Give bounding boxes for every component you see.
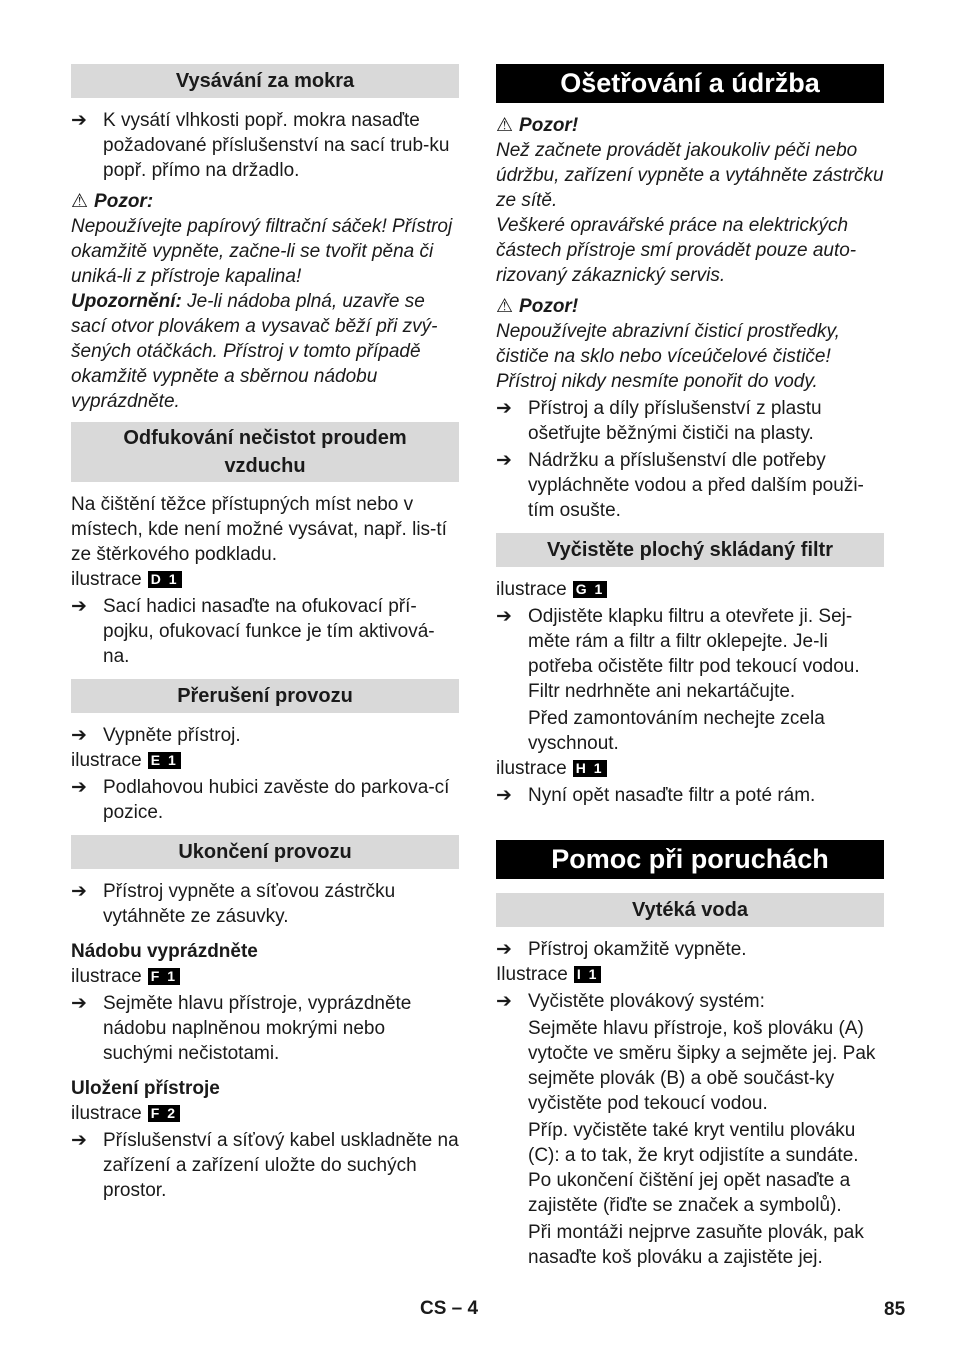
illustration-label: ilustrace xyxy=(496,758,567,779)
warning-icon: ⚠ xyxy=(71,191,89,212)
arrow-icon: ➔ xyxy=(496,398,512,419)
right-column xyxy=(496,64,884,1270)
instruction-step xyxy=(71,594,459,669)
warning-text: Veškeré opravářské práce na elektrických částech přístroje smí provádět pouze auto-rizovaný zákaznický servis. xyxy=(496,215,857,286)
illustration-reference xyxy=(496,577,884,602)
subheading-storage: Uložení přístroje xyxy=(71,1078,220,1099)
arrow-icon: ➔ xyxy=(71,110,87,131)
step-text: Vypněte přístroj. xyxy=(103,725,241,746)
warning-heading xyxy=(496,113,884,138)
page-number: 85 xyxy=(884,1299,906,1320)
step-text: Nyní opět nasaďte filtr a poté rám. xyxy=(528,785,816,806)
illustration-badge: F 2 xyxy=(148,1105,180,1122)
section-heading-interrupt: Přerušení provozu xyxy=(71,679,459,713)
step-text: Sací hadici nasaďte na ofukovací pří-pojku, ofukovací funkce je tím aktivová-na. xyxy=(103,596,435,667)
section-heading-filter: Vyčistěte plochý skládaný filtr xyxy=(496,533,884,567)
illustration-badge: I 1 xyxy=(574,966,602,983)
step-text: Vyčistěte plovákový systém: xyxy=(528,991,765,1012)
note-paragraph xyxy=(71,289,459,414)
instruction-step xyxy=(496,989,884,1014)
step-text: Přístroj okamžitě vypněte. xyxy=(528,939,747,960)
warning-text: Nepoužívejte papírový filtrační sáček! Přístroj okamžitě vypněte, začne-li se tvořit pěna či uniká-li z přístroje kapalina! xyxy=(71,216,453,287)
instruction-step xyxy=(496,448,884,523)
arrow-icon: ➔ xyxy=(496,939,512,960)
step-continuation: Před zamontováním nechejte zcela vyschnout. xyxy=(528,708,825,754)
instruction-step xyxy=(71,879,459,929)
step-text: Odjistěte klapku filtru a otevřete ji. Sej-měte rám a filtr a filtr oklepejte. Je-li potřeba očistěte filtr pod tekoucí vodou. Filtr nedrhněte ani nekartáčujte. xyxy=(528,606,860,702)
warning-heading xyxy=(496,294,884,319)
section-heading-wet-vacuuming: Vysávání za mokra xyxy=(71,64,459,98)
instruction-step xyxy=(496,783,884,808)
illustration-reference xyxy=(71,748,459,773)
chapter-heading-faults: Pomoc při poruchách xyxy=(496,840,884,879)
step-text: Přístroj vypněte a síťovou zástrčku vytáhněte ze zásuvky. xyxy=(103,881,396,927)
warning-text: Nepoužívejte abrazivní čisticí prostředky, čističe na sklo nebo víceúčelové čističe! Přístroj nikdy nesmíte ponořit do vody. xyxy=(496,321,840,392)
arrow-icon: ➔ xyxy=(71,993,87,1014)
illustration-badge: E 1 xyxy=(148,752,181,769)
arrow-icon: ➔ xyxy=(496,785,512,806)
arrow-icon: ➔ xyxy=(71,1130,87,1151)
illustration-reference xyxy=(496,962,884,987)
illustration-badge: H 1 xyxy=(573,760,607,777)
instruction-step xyxy=(71,1128,459,1203)
chapter-heading-care: Ošetřování a údržba xyxy=(496,64,884,103)
illustration-badge: G 1 xyxy=(573,581,608,598)
arrow-icon: ➔ xyxy=(496,450,512,471)
arrow-icon: ➔ xyxy=(71,725,87,746)
left-column xyxy=(71,64,459,1203)
step-text: Podlahovou hubici zavěste do parkova-cí pozice. xyxy=(103,777,450,823)
illustration-label: Ilustrace xyxy=(496,964,568,985)
illustration-badge: F 1 xyxy=(148,968,180,985)
illustration-label: ilustrace xyxy=(71,1103,142,1124)
step-continuation: Příp. vyčistěte také kryt ventilu plováku (C): a to tak, že kryt odjistíte a sundáte. Po ukončení čištění jej opět nasaďte a zajistěte (řiďte se značek a symbolů). xyxy=(528,1120,859,1216)
illustration-label: ilustrace xyxy=(71,569,142,590)
step-text: Sejměte hlavu přístroje, vyprázdněte nádobu naplněnou mokrými nebo suchými nečistotami. xyxy=(103,993,412,1064)
warning-icon: ⚠ xyxy=(496,115,514,136)
note-label: Upozornění: xyxy=(71,291,182,312)
warning-text: Než začnete provádět jakoukoliv péči nebo údržbu, zařízení vypněte a vytáhněte zástrčku ze sítě. xyxy=(496,140,884,211)
illustration-reference xyxy=(71,964,459,989)
arrow-icon: ➔ xyxy=(71,596,87,617)
illustration-reference xyxy=(71,1101,459,1126)
step-text: K vysátí vlhkosti popř. mokra nasaďte požadované příslušenství na sací trub-ku popř. přímo na držadlo. xyxy=(103,110,450,181)
footer-code: CS – 4 xyxy=(420,1298,479,1319)
warning-heading xyxy=(71,189,459,214)
note-text: Je-li nádoba plná, uzavře se sací otvor plovákem a vysavač běží při zvý-šených otáčkách. Přístroj v tomto případě okamžitě vypněte a sběrnou nádobu vyprázdněte. xyxy=(71,291,438,412)
instruction-step xyxy=(71,775,459,825)
illustration-reference xyxy=(496,756,884,781)
arrow-icon: ➔ xyxy=(496,606,512,627)
illustration-label: ilustrace xyxy=(496,579,567,600)
illustration-label: ilustrace xyxy=(71,750,142,771)
arrow-icon: ➔ xyxy=(71,777,87,798)
illustration-label: ilustrace xyxy=(71,966,142,987)
section-heading-blowing: Odfukování nečistot proudem vzduchu xyxy=(71,422,459,482)
arrow-icon: ➔ xyxy=(496,991,512,1012)
instruction-step xyxy=(71,723,459,748)
section-heading-water-leak: Vytéká voda xyxy=(496,893,884,927)
blowing-description: Na čištění těžce přístupných míst nebo v místech, kde není možné vysávat, např. lis-tí ze štěrkového podkladu. xyxy=(71,494,447,565)
step-continuation: Sejměte hlavu přístroje, koš plováku (A) vytočte ve směru šipky a sejměte jej. Pak sejměte plovák (B) a obě součást-ky vyčistěte pod tekoucí vodou. xyxy=(528,1018,876,1114)
warning-title: Pozor! xyxy=(519,115,579,136)
illustration-badge: D 1 xyxy=(148,571,182,588)
warning-title: Pozor: xyxy=(94,191,154,212)
step-continuation: Při montáži nejprve zasuňte plovák, pak nasaďte koš plováku a zajistěte jej. xyxy=(528,1222,864,1268)
warning-title: Pozor! xyxy=(519,296,579,317)
instruction-step xyxy=(496,396,884,446)
warning-icon: ⚠ xyxy=(496,296,514,317)
section-heading-end: Ukončení provozu xyxy=(71,835,459,869)
subheading-empty-container: Nádobu vyprázdněte xyxy=(71,941,258,962)
instruction-step xyxy=(496,937,884,962)
arrow-icon: ➔ xyxy=(71,881,87,902)
illustration-reference xyxy=(71,567,459,592)
instruction-step xyxy=(71,108,459,183)
instruction-step xyxy=(496,604,884,704)
step-text: Přístroj a díly příslušenství z plastu ošetřujte běžnými čističi na plasty. xyxy=(528,398,822,444)
step-text: Příslušenství a síťový kabel uskladněte na zařízení a zařízení uložte do suchých prostor. xyxy=(103,1130,459,1201)
step-text: Nádržku a příslušenství dle potřeby vypláchněte vodou a před dalším použi-tím osušte. xyxy=(528,450,864,521)
instruction-step xyxy=(71,991,459,1066)
